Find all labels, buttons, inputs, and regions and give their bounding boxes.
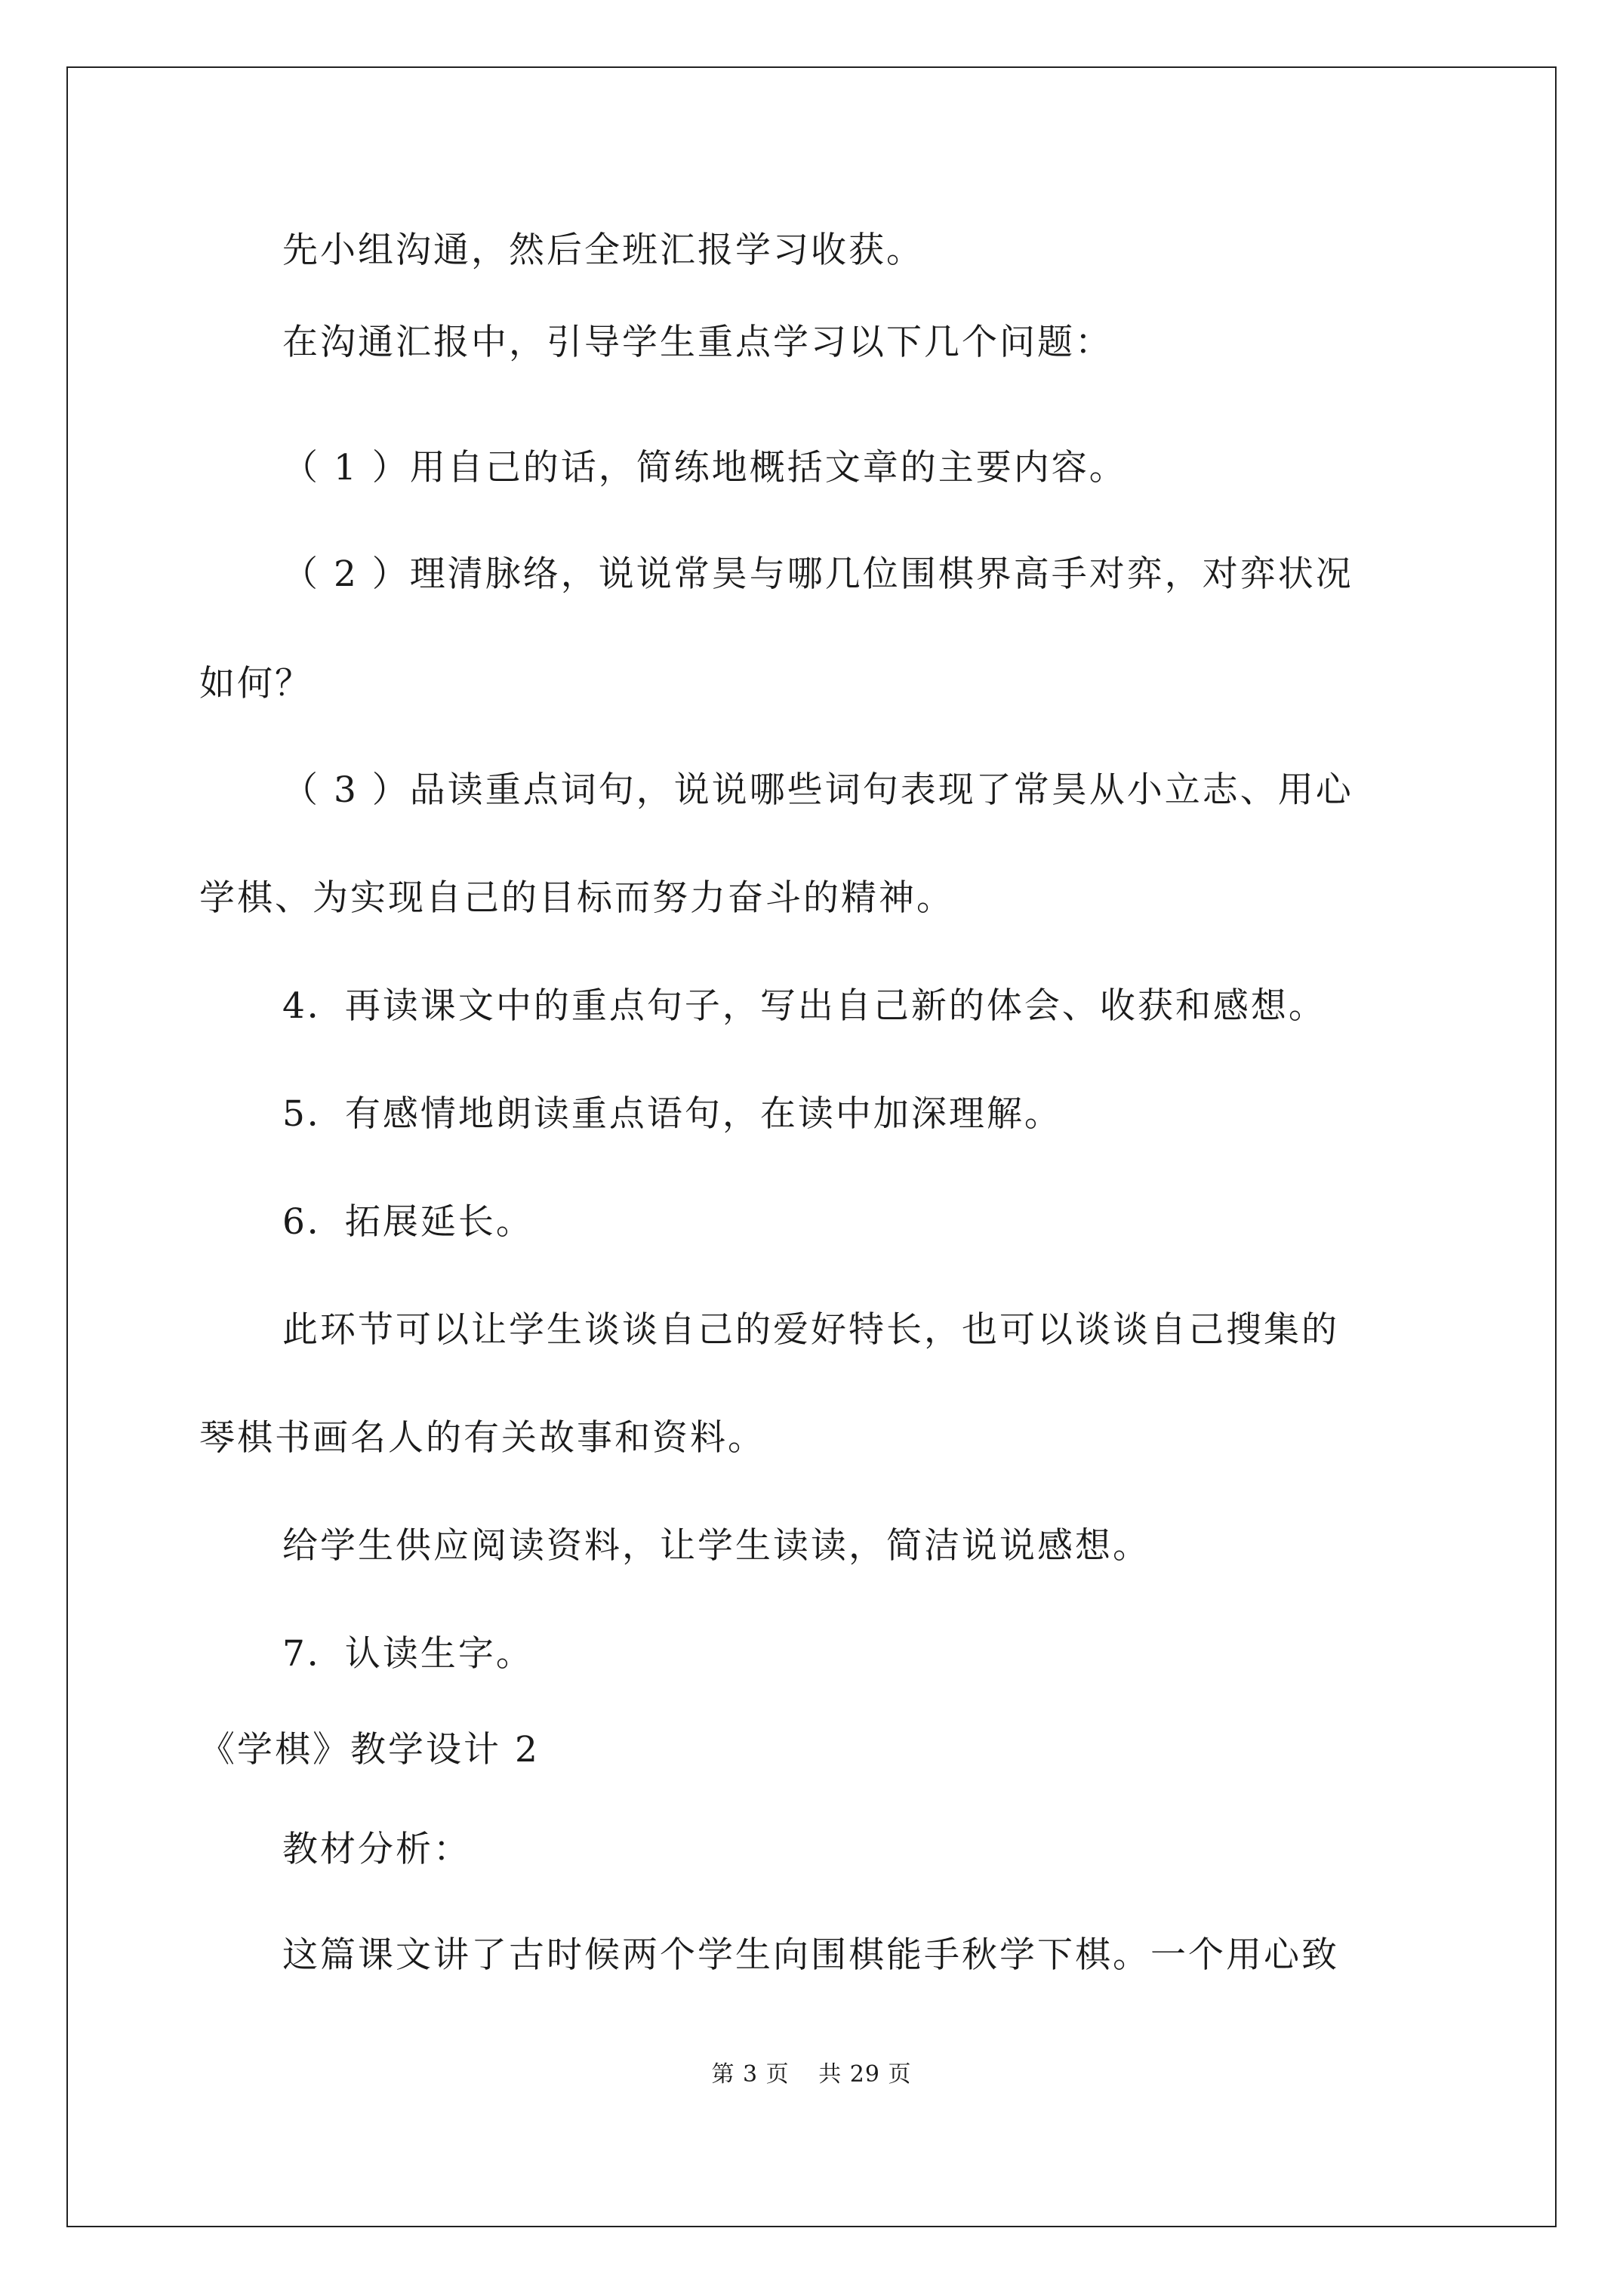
paragraph-line: 在沟通汇报中，引导学生重点学习以下几个问题： (282, 322, 1113, 363)
paragraph-line: 7．认读生字。 (282, 1633, 534, 1675)
paragraph-line: 5．有感情地朗读重点语句，在读中加深理解。 (282, 1093, 1062, 1135)
paragraph-line: （ 3 ）品读重点词句，说说哪些词句表现了常昊从小立志、用心 (282, 769, 1354, 811)
page-total: 共 29 页 (818, 2061, 912, 2088)
paragraph-line: 如何？ (199, 663, 313, 704)
paragraph-line: 这篇课文讲了古时候两个学生向围棋能手秋学下棋。一个用心致 (282, 1934, 1339, 1976)
paragraph-line: 6．拓展延长。 (282, 1201, 534, 1243)
section-heading: 《学棋》教学设计 2 (199, 1729, 540, 1771)
paragraph-line: （ 2 ）理清脉络，说说常昊与哪几位围棋界高手对弈，对弈状况 (282, 553, 1354, 595)
page-border (66, 66, 1557, 2227)
paragraph-line: 先小组沟通，然后全班汇报学习收获。 (282, 230, 924, 271)
page-number: 第 3 页 (711, 2061, 790, 2088)
paragraph-line: 琴棋书画名人的有关故事和资料。 (199, 1417, 765, 1459)
paragraph-line: 学棋、为实现自己的目标而努力奋斗的精神。 (199, 877, 954, 919)
paragraph-line: 此环节可以让学生谈谈自己的爱好特长，也可以谈谈自己搜集的 (282, 1309, 1339, 1351)
paragraph-line: 给学生供应阅读资料，让学生读读，简洁说说感想。 (282, 1525, 1150, 1567)
page-footer (0, 2060, 1623, 2090)
paragraph-line: 4．再读课文中的重点句子，写出自己新的体会、收获和感想。 (282, 985, 1326, 1027)
paragraph-line: （ 1 ）用自己的话，简练地概括文章的主要内容。 (282, 447, 1127, 488)
paragraph-line: 教材分析： (282, 1829, 471, 1870)
